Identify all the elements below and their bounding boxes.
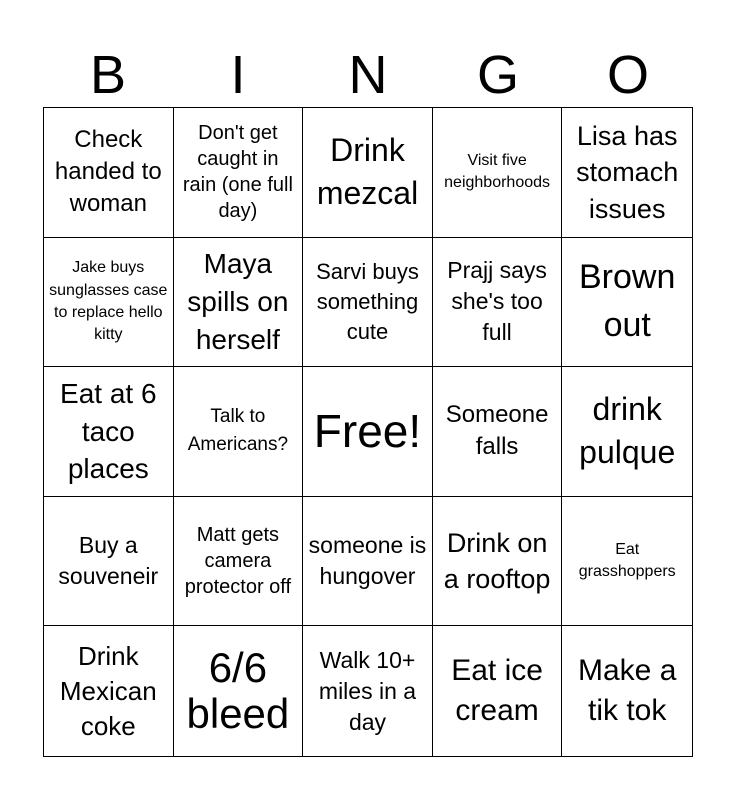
bingo-cell[interactable] bbox=[433, 626, 563, 756]
bingo-cell[interactable] bbox=[303, 367, 433, 497]
bingo-header bbox=[43, 44, 693, 106]
bingo-cell[interactable] bbox=[303, 238, 433, 368]
cell-text: Brown out bbox=[579, 258, 676, 344]
cell-text: Eat at 6 taco places bbox=[60, 377, 157, 485]
cell-text: Walk 10+ miles in a day bbox=[318, 646, 417, 735]
header-letter-b: B bbox=[89, 45, 127, 105]
bingo-cell[interactable] bbox=[174, 497, 304, 627]
cell-text: Drink mezcal bbox=[316, 132, 419, 212]
cell-text: Eat ice cream bbox=[451, 653, 543, 728]
bingo-cell[interactable] bbox=[44, 108, 174, 238]
bingo-cell[interactable] bbox=[174, 626, 304, 756]
cell-text: Free! bbox=[313, 404, 422, 457]
header-letter-i: I bbox=[230, 45, 246, 105]
cell-text: 6/6 bleed bbox=[186, 644, 290, 738]
bingo-cell[interactable] bbox=[174, 108, 304, 238]
bingo-cell[interactable] bbox=[433, 238, 563, 368]
cell-text: Buy a souveneir bbox=[58, 532, 159, 590]
bingo-cell[interactable] bbox=[562, 238, 692, 368]
bingo-cell[interactable] bbox=[562, 626, 692, 756]
bingo-cell[interactable] bbox=[303, 626, 433, 756]
cell-text: Jake buys sunglasses case to replace hello kitty bbox=[49, 259, 168, 344]
bingo-cell[interactable] bbox=[433, 497, 563, 627]
cell-text: Visit five neighborhoods bbox=[444, 151, 551, 192]
cell-text: Talk to Americans? bbox=[187, 405, 289, 456]
cell-text: Sarvi buys something cute bbox=[316, 259, 419, 344]
cell-text: Lisa has stomach issues bbox=[576, 120, 679, 224]
bingo-cell[interactable] bbox=[562, 367, 692, 497]
cell-text: Prajj says she's too full bbox=[447, 257, 547, 346]
bingo-cell[interactable] bbox=[174, 238, 304, 368]
cell-text: Drink on a rooftop bbox=[443, 527, 551, 595]
bingo-cell[interactable] bbox=[303, 497, 433, 627]
bingo-cell[interactable] bbox=[44, 497, 174, 627]
cell-text: Drink Mexican coke bbox=[59, 640, 157, 741]
cell-text: Maya spills on herself bbox=[187, 248, 289, 355]
cell-text: someone is hungover bbox=[308, 532, 427, 590]
bingo-cell[interactable] bbox=[562, 108, 692, 238]
header-letter-g: G bbox=[476, 45, 519, 105]
cell-text: Matt gets camera protector off bbox=[184, 524, 292, 599]
cell-text: Someone falls bbox=[445, 401, 549, 461]
cell-text: Check handed to woman bbox=[54, 125, 162, 218]
cell-text: drink pulque bbox=[579, 391, 676, 471]
header-letter-o: O bbox=[606, 45, 649, 105]
bingo-cell[interactable] bbox=[562, 497, 692, 627]
bingo-cell[interactable] bbox=[433, 108, 563, 238]
cell-text: Make a tik tok bbox=[578, 653, 677, 728]
bingo-cell[interactable] bbox=[174, 367, 304, 497]
bingo-cell[interactable] bbox=[44, 367, 174, 497]
cell-text: Don't get caught in rain (one full day) bbox=[182, 122, 293, 223]
bingo-board bbox=[43, 107, 693, 757]
bingo-cell[interactable] bbox=[44, 238, 174, 368]
bingo-cell[interactable] bbox=[44, 626, 174, 756]
bingo-cell[interactable] bbox=[433, 367, 563, 497]
bingo-cell[interactable] bbox=[303, 108, 433, 238]
header-letter-n: N bbox=[348, 45, 388, 105]
cell-text: Eat grasshoppers bbox=[578, 540, 676, 581]
